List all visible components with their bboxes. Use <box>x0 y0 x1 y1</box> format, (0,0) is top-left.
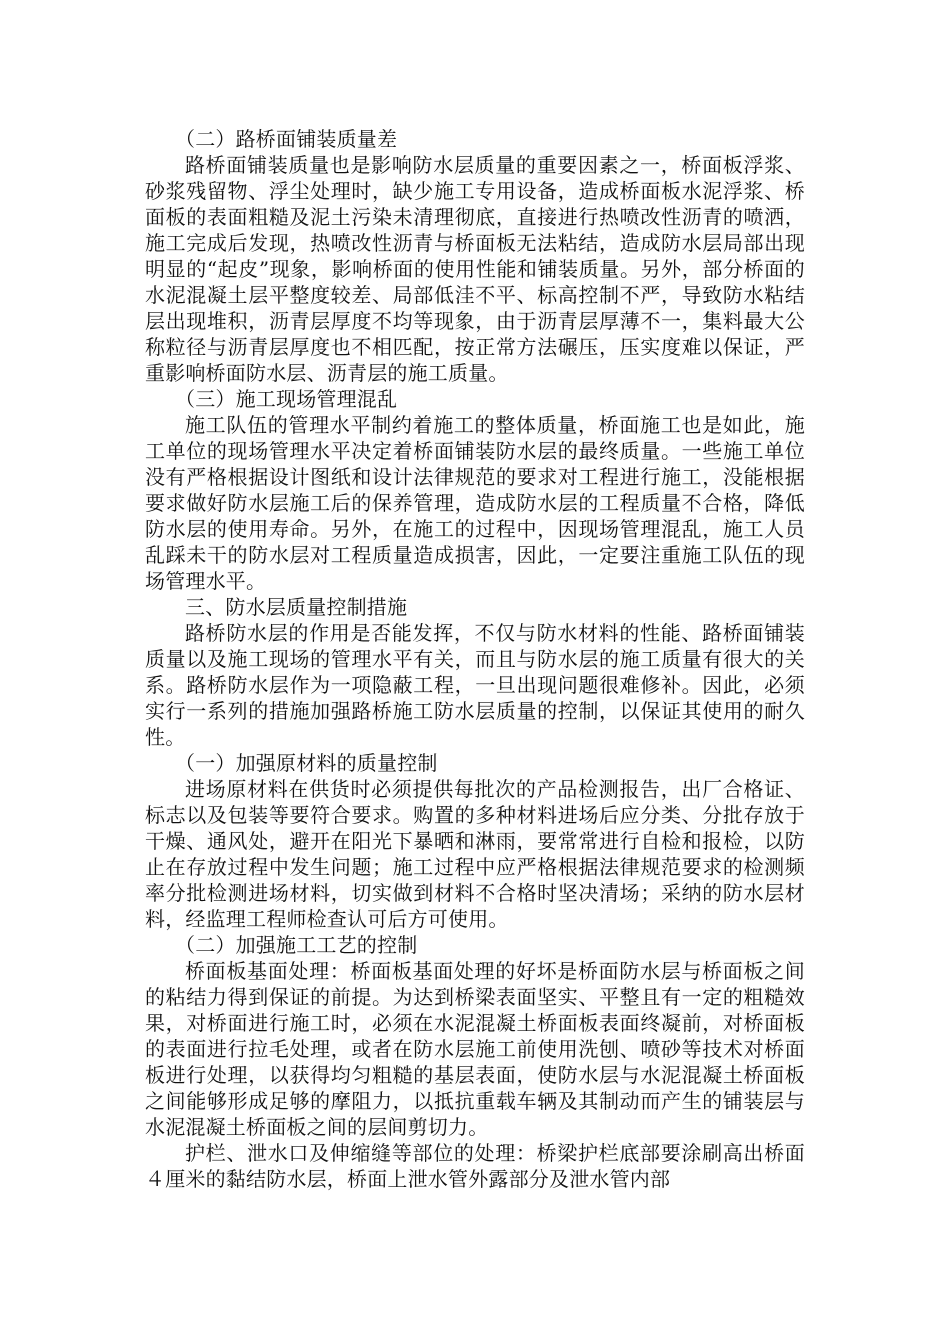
paragraph-guardrail-drain-treatment: 护栏、泄水口及伸缩缝等部位的处理：桥梁护栏底部要涂刷高出桥面４厘米的黏结防水层，桥面上泄水管外露部分及泄水管内部 <box>145 1141 805 1191</box>
section-heading-process-control: （二）加强施工工艺的控制 <box>175 933 418 957</box>
paragraph-control-measures: 路桥防水层的作用是否能发挥，不仅与防水材料的性能、路桥面铺装质量以及施工现场的管理水平有关，而且与防水层的施工质量有很大的关系。路桥防水层作为一项隐蔽工程，一旦出现问题很难修补。因此，必须实行一系列的措施加强路桥施工防水层质量的控制，以保证其使用的耐久性。 <box>145 621 805 749</box>
section-heading-pavement-quality: （二）路桥面铺装质量差 <box>175 127 398 151</box>
document-body <box>145 126 805 1192</box>
section-heading-control-measures: 三、防水层质量控制措施 <box>185 595 408 619</box>
paragraph-deck-surface-treatment: 桥面板基面处理：桥面板基面处理的好坏是桥面防水层与桥面板之间的粘结力得到保证的前提。为达到桥梁表面坚实、平整且有一定的粗糙效果，对桥面进行施工时，必须在水泥混凝土桥面板表面终凝前，对桥面板的表面进行拉毛处理，或者在防水层施工前使用洗刨、喷砂等技术对桥面板进行处理，以获得均匀粗糙的基层表面，使防水层与水泥混凝土桥面板之间能够形成足够的摩阻力，以抵抗重载车辆及其制动而产生的铺装层与水泥混凝土桥面板之间的层间剪切力。 <box>145 959 805 1139</box>
section-heading-site-management: （三）施工现场管理混乱 <box>175 387 398 411</box>
paragraph-material-control: 进场原材料在供货时必须提供每批次的产品检测报告，出厂合格证、标志以及包装等要符合要求。购置的多种材料进场后应分类、分批存放于干燥、通风处，避开在阳光下暴晒和淋雨，要常常进行自检和报检，以防止在存放过程中发生问题；施工过程中应严格根据法律规范要求的检测频率分批检测进场材料，切实做到材料不合格时坚决清场；采纳的防水层材料，经监理工程师检查认可后方可使用。 <box>145 777 805 931</box>
paragraph-pavement-quality: 路桥面铺装质量也是影响防水层质量的重要因素之一，桥面板浮浆、砂浆残留物、浮尘处理时，缺少施工专用设备，造成桥面板水泥浮浆、桥面板的表面粗糙及泥土污染未清理彻底，直接进行热喷改性沥青的喷洒，施工完成后发现，热喷改性沥青与桥面板无法粘结，造成防水层局部出现明显的“起皮”现象，影响桥面的使用性能和铺装质量。另外，部分桥面的水泥混凝土层平整度较差、局部低洼不平、标高控制不严，导致防水粘结层出现堆积，沥青层厚度不均等现象，由于沥青层厚薄不一，集料最大公称粒径与沥青层厚度也不相匹配，按正常方法碾压，压实度难以保证，严重影响桥面防水层、沥青层的施工质量。 <box>145 153 805 385</box>
paragraph-site-management: 施工队伍的管理水平制约着施工的整体质量，桥面施工也是如此，施工单位的现场管理水平决定着桥面铺装防水层的最终质量。一些施工单位没有严格根据设计图纸和设计法律规范的要求对工程进行施工，没能根据要求做好防水层施工后的保养管理，造成防水层的工程质量不合格，降低防水层的使用寿命。另外，在施工的过程中，因现场管理混乱，施工人员乱踩未干的防水层对工程质量造成损害，因此，一定要注重施工队伍的现场管理水平。 <box>145 413 805 593</box>
section-heading-material-control: （一）加强原材料的质量控制 <box>175 751 438 775</box>
